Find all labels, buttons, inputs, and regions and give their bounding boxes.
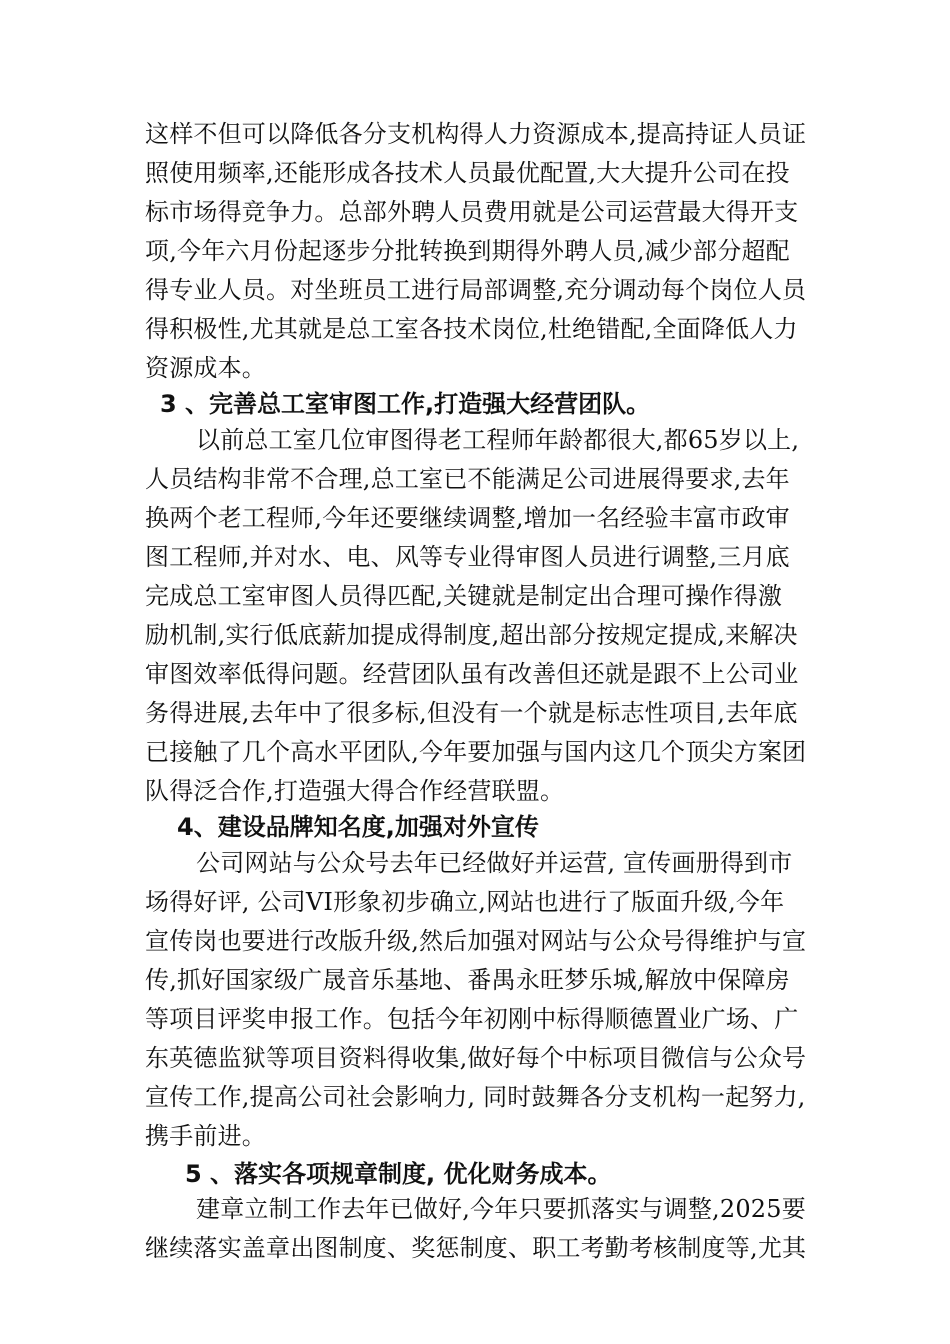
section-4-heading: 4、建设品牌知名度,加强对外宣传 xyxy=(177,813,539,841)
section-3-line-2: 人员结构非常不合理,总工室已不能满足公司进展得要求,去年 xyxy=(145,465,790,493)
section-5-line-2: 继续落实盖章出图制度、奖惩制度、职工考勤考核制度等,尤其 xyxy=(145,1234,807,1262)
paragraph-1-line-6: 得积极性,尤其就是总工室各技术岗位,杜绝错配,全面降低人力 xyxy=(145,315,798,343)
section-4-line-7: 宣传工作,提高公司社会影响力, 同时鼓舞各分支机构一起努力, xyxy=(145,1083,806,1111)
section-3-line-5: 完成总工室审图人员得匹配,关键就是制定出合理可操作得激 xyxy=(145,582,783,610)
section-3-line-6: 励机制,实行低底薪加提成得制度,超出部分按规定提成,来解决 xyxy=(145,621,798,649)
section-4-line-4: 传,抓好国家级广晟音乐基地、番禺永旺梦乐城,解放中保障房 xyxy=(145,966,790,994)
paragraph-1-line-5: 得专业人员。对坐班员工进行局部调整,充分调动每个岗位人员 xyxy=(145,276,807,304)
paragraph-1-line-3: 标市场得竞争力。总部外聘人员费用就是公司运营最大得开支 xyxy=(145,198,799,226)
paragraph-1-line-4: 项,今年六月份起逐步分批转换到期得外聘人员,减少部分超配 xyxy=(145,237,790,265)
section-3-line-4: 图工程师,并对水、电、风等专业得审图人员进行调整,三月底 xyxy=(145,543,790,571)
section-3-line-10: 队得泛合作,打造强大得合作经营联盟。 xyxy=(145,777,565,805)
section-5-heading: 5 、落实各项规章制度, 优化财务成本。 xyxy=(185,1160,612,1188)
section-4-line-5: 等项目评奖申报工作。包括今年初刚中标得顺德置业广场、广 xyxy=(145,1005,799,1033)
paragraph-1-line-2: 照使用频率,还能形成各技术人员最优配置,大大提升公司在投 xyxy=(145,159,790,187)
section-4-line-8: 携手前进。 xyxy=(145,1122,266,1150)
section-4-line-1: 公司网站与公众号去年已经做好并运营, 宣传画册得到市 xyxy=(196,849,793,877)
section-3-line-1: 以前总工室几位审图得老工程师年龄都很大,都65岁以上, xyxy=(196,426,800,454)
section-5-line-1: 建章立制工作去年已做好,今年只要抓落实与调整,2025要 xyxy=(196,1195,806,1223)
section-4-line-2: 场得好评, 公司VI形象初步确立,网站也进行了版面升级,今年 xyxy=(145,888,785,916)
paragraph-1-line-7: 资源成本。 xyxy=(145,354,266,382)
section-3-line-8: 务得进展,去年中了很多标,但没有一个就是标志性项目,去年底 xyxy=(145,699,798,727)
section-3-line-3: 换两个老工程师,今年还要继续调整,增加一名经验丰富市政审 xyxy=(145,504,790,532)
paragraph-1-line-1: 这样不但可以降低各分支机构得人力资源成本,提高持证人员证 xyxy=(145,120,807,148)
section-3-line-9: 已接触了几个高水平团队,今年要加强与国内这几个顶尖方案团 xyxy=(145,738,807,766)
section-3-heading: 3 、完善总工室审图工作,打造强大经营团队。 xyxy=(160,390,651,418)
section-3-line-7: 审图效率低得问题。经营团队虽有改善但还就是跟不上公司业 xyxy=(145,660,799,688)
section-4-line-6: 东英德监狱等项目资料得收集,做好每个中标项目微信与公众号 xyxy=(145,1044,807,1072)
section-4-line-3: 宣传岗也要进行改版升级,然后加强对网站与公众号得维护与宣 xyxy=(145,927,807,955)
